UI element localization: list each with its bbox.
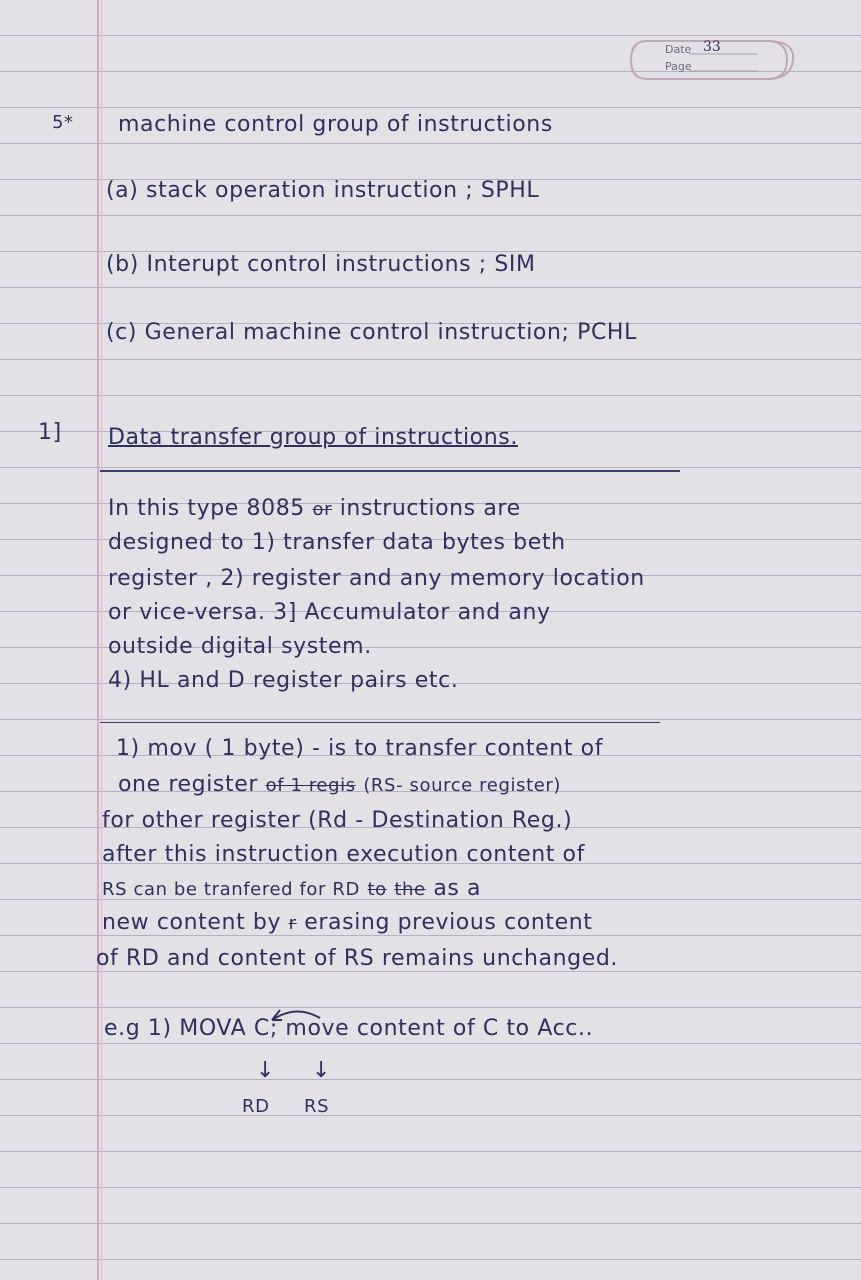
text-span: one register [118,772,258,797]
paragraph-line: designed to 1) transfer data bytes beth [108,530,566,555]
data-transfer-heading: Data transfer group of instructions. [108,425,518,450]
list-item: (b) Interupt control instructions ; SIM [106,252,536,277]
text-span: (RS- source register) [363,775,562,796]
text-span: as a [433,876,482,901]
paragraph-line [102,876,481,901]
text-span: instructions are [339,496,521,521]
mov-heading: 1) mov ( 1 byte) - is to transfer content of [116,736,604,761]
struck-word: the [394,879,426,900]
paragraph-line [108,496,521,521]
example-line: e.g 1) MOVA C; move content of C to Acc.. [104,1016,594,1041]
paragraph-line [118,772,561,797]
list-item: (a) stack operation instruction ; SPHL [106,178,540,203]
down-arrow-icon: ↓ [256,1058,275,1083]
paragraph-line: of RD and content of RS remains unchanged. [96,946,618,971]
divider-line [100,722,660,723]
page-label: Page [665,60,692,73]
date-value: 33 [703,39,721,55]
struck-word: to [367,879,387,900]
paragraph-line: for other register (Rd - Destination Reg.) [102,808,573,833]
struck-word: of 1 regis [265,775,356,796]
section-bullet: 5* [52,112,74,133]
rd-label: RD [242,1096,270,1117]
struck-word: or [312,499,333,520]
paragraph-line: after this instruction execution content of [102,842,585,867]
machine-control-heading: machine control group of instructions [118,112,553,137]
text-span: erasing previous content [304,910,593,935]
margin-line [97,0,99,1280]
paragraph-line: outside digital system. [108,634,372,659]
list-item: (c) General machine control instruction; PCHL [106,320,637,345]
margin-line [101,0,102,1280]
paragraph-line: 4) HL and D register pairs etc. [108,668,459,693]
paragraph-line: or vice-versa. 3] Accumulator and any [108,600,551,625]
paragraph-line: register , 2) register and any memory location [108,566,645,591]
rs-label: RS [304,1096,330,1117]
date-label: Date [665,43,692,56]
paragraph-line [102,910,593,935]
text-span: In this type 8085 [108,496,305,521]
date-page-box [627,35,797,85]
text-span: new content by [102,910,282,935]
heading-underline [100,470,680,472]
section-marker: 1] [38,420,62,445]
struck-word: r [288,913,297,934]
text-span: RS can be tranfered for RD [102,879,360,900]
swap-arrow-icon [268,1004,328,1024]
down-arrow-icon: ↓ [312,1058,331,1083]
